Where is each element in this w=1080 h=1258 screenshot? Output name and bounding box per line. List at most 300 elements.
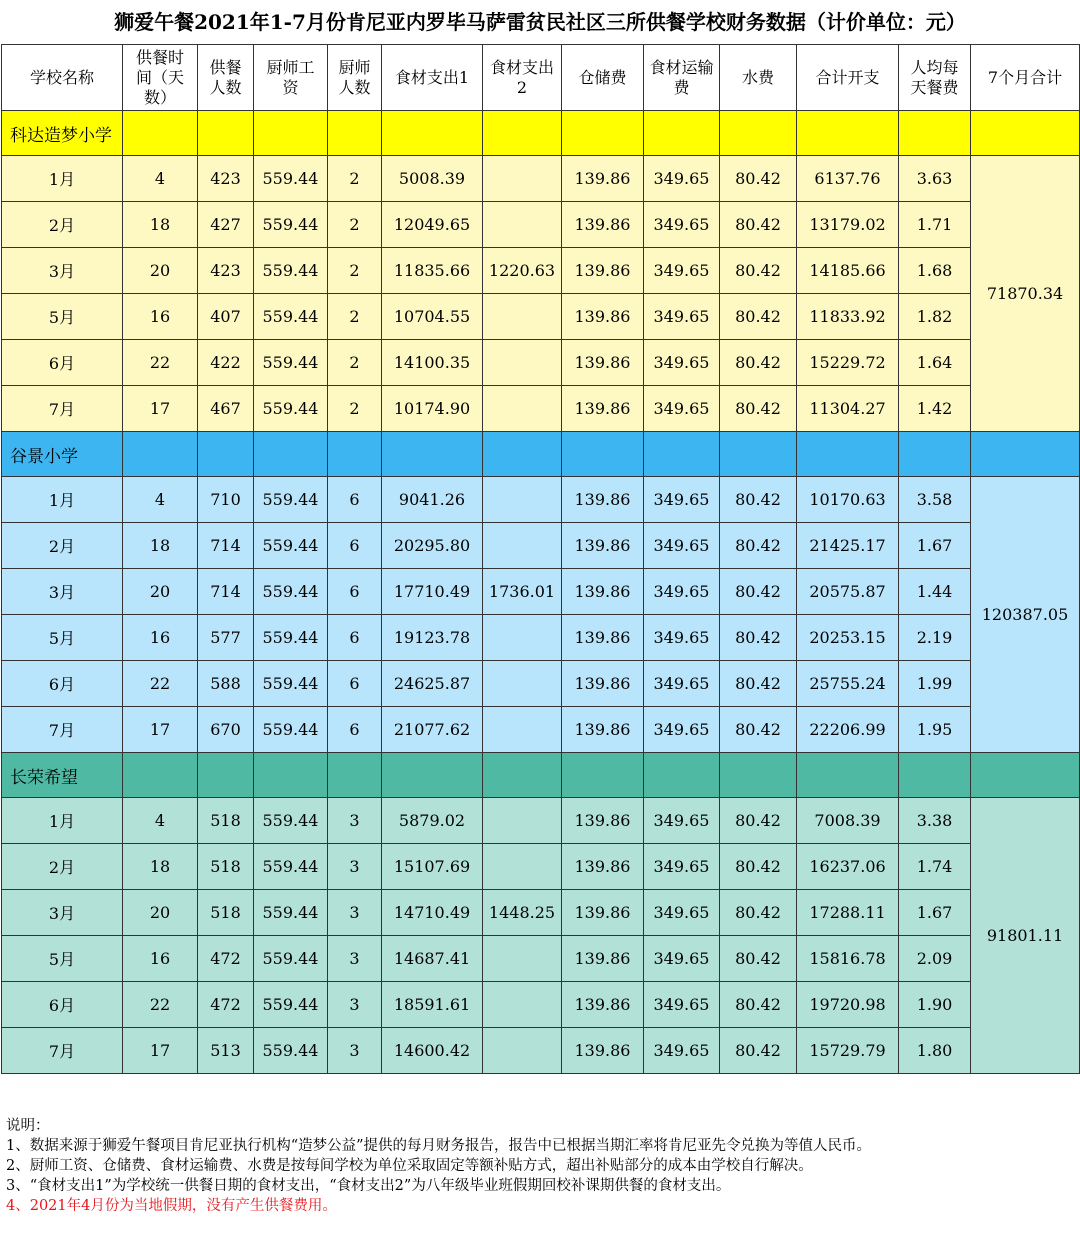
food1-cell: 5879.02 xyxy=(382,798,483,844)
people-cell: 518 xyxy=(198,798,254,844)
water-cell: 80.42 xyxy=(720,615,797,661)
cooks-cell: 2 xyxy=(328,156,382,202)
table-row xyxy=(2,202,1080,248)
cooks-cell: 2 xyxy=(328,294,382,340)
sum-cell: 15816.78 xyxy=(797,936,899,982)
empty-cell xyxy=(720,111,797,156)
sum-cell: 19720.98 xyxy=(797,982,899,1028)
wage-cell: 559.44 xyxy=(254,386,328,432)
col-header-sum: 合计开支 xyxy=(797,45,899,111)
food1-cell: 18591.61 xyxy=(382,982,483,1028)
people-cell: 518 xyxy=(198,890,254,936)
col-header-wage-text: 厨师工资 xyxy=(266,57,315,97)
storage-cell: 139.86 xyxy=(562,477,644,523)
food1-cell: 14710.49 xyxy=(382,890,483,936)
food1-cell: 15107.69 xyxy=(382,844,483,890)
cooks-cell: 3 xyxy=(328,936,382,982)
col-header-water: 水费 xyxy=(720,45,797,111)
sum-cell: 15229.72 xyxy=(797,340,899,386)
food2-cell xyxy=(483,615,562,661)
storage-cell: 139.86 xyxy=(562,890,644,936)
empty-cell xyxy=(720,432,797,477)
water-cell: 80.42 xyxy=(720,661,797,707)
table-row xyxy=(2,477,1080,523)
wage-cell: 559.44 xyxy=(254,1028,328,1074)
people-cell: 472 xyxy=(198,936,254,982)
water-cell: 80.42 xyxy=(720,156,797,202)
water-cell: 80.42 xyxy=(720,844,797,890)
days-cell: 20 xyxy=(123,248,198,294)
sum-cell: 11833.92 xyxy=(797,294,899,340)
transport-cell: 349.65 xyxy=(644,844,720,890)
seven-month-total: 71870.34 xyxy=(971,156,1080,432)
table-row xyxy=(2,340,1080,386)
empty-cell xyxy=(382,111,483,156)
empty-cell xyxy=(971,753,1080,798)
empty-cell xyxy=(254,111,328,156)
empty-cell xyxy=(328,111,382,156)
water-cell: 80.42 xyxy=(720,936,797,982)
water-cell: 80.42 xyxy=(720,248,797,294)
people-cell: 714 xyxy=(198,523,254,569)
col-header-days-text: 供餐时间（天数） xyxy=(136,47,185,107)
wage-cell: 559.44 xyxy=(254,615,328,661)
wage-cell: 559.44 xyxy=(254,523,328,569)
days-cell: 22 xyxy=(123,661,198,707)
days-cell: 22 xyxy=(123,340,198,386)
days-cell: 18 xyxy=(123,202,198,248)
days-cell: 16 xyxy=(123,294,198,340)
days-cell: 18 xyxy=(123,523,198,569)
food2-cell: 1736.01 xyxy=(483,569,562,615)
food2-cell xyxy=(483,386,562,432)
days-cell: 4 xyxy=(123,156,198,202)
col-header-avg-text: 人均每天餐费 xyxy=(910,57,959,97)
wage-cell: 559.44 xyxy=(254,202,328,248)
col-header-transport-text: 食材运输费 xyxy=(649,57,714,97)
food2-cell xyxy=(483,707,562,753)
people-cell: 513 xyxy=(198,1028,254,1074)
storage-cell: 139.86 xyxy=(562,340,644,386)
food1-cell: 12049.65 xyxy=(382,202,483,248)
note-item-holiday: 4、2021年4月份为当地假期，没有产生供餐费用。 xyxy=(6,1198,337,1214)
food2-cell xyxy=(483,294,562,340)
wage-cell: 559.44 xyxy=(254,661,328,707)
table-row xyxy=(2,1028,1080,1074)
food1-cell: 9041.26 xyxy=(382,477,483,523)
people-cell: 710 xyxy=(198,477,254,523)
empty-cell xyxy=(123,432,198,477)
table-row xyxy=(2,798,1080,844)
wage-cell: 559.44 xyxy=(254,340,328,386)
school-name: 科达造梦小学 xyxy=(2,111,123,156)
sum-cell: 16237.06 xyxy=(797,844,899,890)
school-name: 长荣希望 xyxy=(2,753,123,798)
days-cell: 22 xyxy=(123,982,198,1028)
people-cell: 407 xyxy=(198,294,254,340)
col-header-transport xyxy=(644,45,720,111)
water-cell: 80.42 xyxy=(720,569,797,615)
sum-cell: 13179.02 xyxy=(797,202,899,248)
col-header-storage: 仓储费 xyxy=(562,45,644,111)
transport-cell: 349.65 xyxy=(644,707,720,753)
cooks-cell: 3 xyxy=(328,982,382,1028)
cooks-cell: 6 xyxy=(328,477,382,523)
wage-cell: 559.44 xyxy=(254,156,328,202)
empty-cell xyxy=(483,111,562,156)
storage-cell: 139.86 xyxy=(562,707,644,753)
month-cell: 1月 xyxy=(2,156,123,202)
storage-cell: 139.86 xyxy=(562,798,644,844)
empty-cell xyxy=(123,753,198,798)
avg-cell: 3.38 xyxy=(899,798,971,844)
empty-cell xyxy=(123,111,198,156)
food1-cell: 24625.87 xyxy=(382,661,483,707)
empty-cell xyxy=(483,432,562,477)
cooks-cell: 6 xyxy=(328,523,382,569)
cooks-cell: 6 xyxy=(328,661,382,707)
month-cell: 2月 xyxy=(2,844,123,890)
empty-cell xyxy=(797,432,899,477)
days-cell: 20 xyxy=(123,890,198,936)
food2-cell: 1448.25 xyxy=(483,890,562,936)
avg-cell: 1.67 xyxy=(899,890,971,936)
empty-cell xyxy=(644,753,720,798)
food1-cell: 17710.49 xyxy=(382,569,483,615)
days-cell: 18 xyxy=(123,844,198,890)
food1-cell: 10704.55 xyxy=(382,294,483,340)
sum-cell: 6137.76 xyxy=(797,156,899,202)
transport-cell: 349.65 xyxy=(644,936,720,982)
food1-cell: 19123.78 xyxy=(382,615,483,661)
empty-cell xyxy=(254,753,328,798)
storage-cell: 139.86 xyxy=(562,982,644,1028)
water-cell: 80.42 xyxy=(720,982,797,1028)
month-cell: 3月 xyxy=(2,890,123,936)
col-header-school: 学校名称 xyxy=(2,45,123,111)
empty-cell xyxy=(644,432,720,477)
col-header-days xyxy=(123,45,198,111)
month-cell: 6月 xyxy=(2,982,123,1028)
storage-cell: 139.86 xyxy=(562,202,644,248)
cooks-cell: 6 xyxy=(328,569,382,615)
avg-cell: 1.82 xyxy=(899,294,971,340)
transport-cell: 349.65 xyxy=(644,982,720,1028)
col-header-food1: 食材支出1 xyxy=(382,45,483,111)
cooks-cell: 2 xyxy=(328,386,382,432)
people-cell: 577 xyxy=(198,615,254,661)
avg-cell: 1.67 xyxy=(899,523,971,569)
cooks-cell: 3 xyxy=(328,798,382,844)
school-section-row xyxy=(2,111,1080,156)
days-cell: 20 xyxy=(123,569,198,615)
sum-cell: 14185.66 xyxy=(797,248,899,294)
month-cell: 7月 xyxy=(2,707,123,753)
avg-cell: 1.44 xyxy=(899,569,971,615)
col-header-food2-text: 食材支出2 xyxy=(489,57,554,97)
empty-cell xyxy=(198,432,254,477)
table-row xyxy=(2,615,1080,661)
sum-cell: 15729.79 xyxy=(797,1028,899,1074)
month-cell: 2月 xyxy=(2,523,123,569)
people-cell: 518 xyxy=(198,844,254,890)
water-cell: 80.42 xyxy=(720,523,797,569)
days-cell: 16 xyxy=(123,936,198,982)
sum-cell: 11304.27 xyxy=(797,386,899,432)
food2-cell xyxy=(483,523,562,569)
col-header-total: 7个月合计 xyxy=(971,45,1080,111)
people-cell: 472 xyxy=(198,982,254,1028)
people-cell: 422 xyxy=(198,340,254,386)
avg-cell: 1.80 xyxy=(899,1028,971,1074)
empty-cell xyxy=(328,753,382,798)
col-header-avg xyxy=(899,45,971,111)
transport-cell: 349.65 xyxy=(644,661,720,707)
food2-cell xyxy=(483,156,562,202)
school-section-row xyxy=(2,432,1080,477)
food1-cell: 14100.35 xyxy=(382,340,483,386)
col-header-cooks-text: 厨师人数 xyxy=(338,57,371,97)
sum-cell: 21425.17 xyxy=(797,523,899,569)
transport-cell: 349.65 xyxy=(644,569,720,615)
sum-cell: 22206.99 xyxy=(797,707,899,753)
school-name: 谷景小学 xyxy=(2,432,123,477)
sum-cell: 17288.11 xyxy=(797,890,899,936)
empty-cell xyxy=(797,753,899,798)
food2-cell xyxy=(483,798,562,844)
sum-cell: 25755.24 xyxy=(797,661,899,707)
food1-cell: 5008.39 xyxy=(382,156,483,202)
people-cell: 423 xyxy=(198,248,254,294)
water-cell: 80.42 xyxy=(720,386,797,432)
avg-cell: 2.19 xyxy=(899,615,971,661)
water-cell: 80.42 xyxy=(720,798,797,844)
people-cell: 467 xyxy=(198,386,254,432)
food2-cell xyxy=(483,936,562,982)
sum-cell: 20575.87 xyxy=(797,569,899,615)
col-header-wage xyxy=(254,45,328,111)
people-cell: 427 xyxy=(198,202,254,248)
water-cell: 80.42 xyxy=(720,294,797,340)
empty-cell xyxy=(899,753,971,798)
table-row xyxy=(2,707,1080,753)
sum-cell: 7008.39 xyxy=(797,798,899,844)
food1-cell: 10174.90 xyxy=(382,386,483,432)
empty-cell xyxy=(382,753,483,798)
avg-cell: 1.95 xyxy=(899,707,971,753)
col-header-people-text: 供餐人数 xyxy=(209,57,242,97)
empty-cell xyxy=(254,432,328,477)
food2-cell xyxy=(483,202,562,248)
month-cell: 5月 xyxy=(2,294,123,340)
food2-cell xyxy=(483,340,562,386)
water-cell: 80.42 xyxy=(720,707,797,753)
month-cell: 3月 xyxy=(2,569,123,615)
wage-cell: 559.44 xyxy=(254,294,328,340)
avg-cell: 1.64 xyxy=(899,340,971,386)
note-item: 1、数据来源于狮爱午餐项目肯尼亚执行机构“造梦公益”提供的每月财务报告，报告中已根据当期汇率将肯尼亚先令兑换为等值人民币。 xyxy=(6,1138,872,1154)
food2-cell xyxy=(483,844,562,890)
wage-cell: 559.44 xyxy=(254,890,328,936)
month-cell: 1月 xyxy=(2,798,123,844)
days-cell: 17 xyxy=(123,386,198,432)
empty-cell xyxy=(562,111,644,156)
cooks-cell: 2 xyxy=(328,202,382,248)
food2-cell xyxy=(483,477,562,523)
header-row xyxy=(2,45,1080,111)
month-cell: 5月 xyxy=(2,936,123,982)
avg-cell: 1.42 xyxy=(899,386,971,432)
finance-table xyxy=(1,44,1080,1074)
transport-cell: 349.65 xyxy=(644,386,720,432)
storage-cell: 139.86 xyxy=(562,248,644,294)
table-row xyxy=(2,982,1080,1028)
transport-cell: 349.65 xyxy=(644,202,720,248)
empty-cell xyxy=(797,111,899,156)
water-cell: 80.42 xyxy=(720,1028,797,1074)
avg-cell: 3.63 xyxy=(899,156,971,202)
sum-cell: 10170.63 xyxy=(797,477,899,523)
empty-cell xyxy=(382,432,483,477)
empty-cell xyxy=(198,111,254,156)
days-cell: 4 xyxy=(123,798,198,844)
table-body xyxy=(2,111,1080,1074)
wage-cell: 559.44 xyxy=(254,798,328,844)
seven-month-total: 91801.11 xyxy=(971,798,1080,1074)
transport-cell: 349.65 xyxy=(644,523,720,569)
table-row xyxy=(2,156,1080,202)
note-item: 3、“食材支出1”为学校统一供餐日期的食材支出，“食材支出2”为八年级毕业班假期回校补课期供餐的食材支出。 xyxy=(6,1178,731,1194)
avg-cell: 1.68 xyxy=(899,248,971,294)
people-cell: 588 xyxy=(198,661,254,707)
cooks-cell: 3 xyxy=(328,890,382,936)
month-cell: 1月 xyxy=(2,477,123,523)
note-item: 2、厨师工资、仓储费、食材运输费、水费是按每间学校为单位采取固定等额补贴方式，超出补贴部分的成本由学校自行解决。 xyxy=(6,1158,813,1174)
transport-cell: 349.65 xyxy=(644,1028,720,1074)
storage-cell: 139.86 xyxy=(562,661,644,707)
cooks-cell: 6 xyxy=(328,615,382,661)
cooks-cell: 2 xyxy=(328,248,382,294)
col-header-people xyxy=(198,45,254,111)
wage-cell: 559.44 xyxy=(254,707,328,753)
food1-cell: 14600.42 xyxy=(382,1028,483,1074)
school-section-row xyxy=(2,753,1080,798)
empty-cell xyxy=(198,753,254,798)
storage-cell: 139.86 xyxy=(562,936,644,982)
transport-cell: 349.65 xyxy=(644,294,720,340)
storage-cell: 139.86 xyxy=(562,156,644,202)
month-cell: 2月 xyxy=(2,202,123,248)
people-cell: 670 xyxy=(198,707,254,753)
col-header-food2 xyxy=(483,45,562,111)
avg-cell: 3.58 xyxy=(899,477,971,523)
table-row xyxy=(2,294,1080,340)
storage-cell: 139.86 xyxy=(562,844,644,890)
food1-cell: 14687.41 xyxy=(382,936,483,982)
avg-cell: 1.90 xyxy=(899,982,971,1028)
transport-cell: 349.65 xyxy=(644,477,720,523)
table-row xyxy=(2,890,1080,936)
avg-cell: 1.71 xyxy=(899,202,971,248)
cooks-cell: 2 xyxy=(328,340,382,386)
table-row xyxy=(2,523,1080,569)
table-row xyxy=(2,569,1080,615)
wage-cell: 559.44 xyxy=(254,477,328,523)
food1-cell: 11835.66 xyxy=(382,248,483,294)
notes-label: 说明： xyxy=(6,1118,50,1134)
table-row xyxy=(2,248,1080,294)
table-row xyxy=(2,661,1080,707)
month-cell: 3月 xyxy=(2,248,123,294)
water-cell: 80.42 xyxy=(720,477,797,523)
sum-cell: 20253.15 xyxy=(797,615,899,661)
storage-cell: 139.86 xyxy=(562,569,644,615)
days-cell: 4 xyxy=(123,477,198,523)
empty-cell xyxy=(562,753,644,798)
wage-cell: 559.44 xyxy=(254,569,328,615)
empty-cell xyxy=(562,432,644,477)
food1-cell: 20295.80 xyxy=(382,523,483,569)
transport-cell: 349.65 xyxy=(644,340,720,386)
food2-cell: 1220.63 xyxy=(483,248,562,294)
cooks-cell: 3 xyxy=(328,1028,382,1074)
wage-cell: 559.44 xyxy=(254,844,328,890)
page-title: 狮爱午餐2021年1-7月份肯尼亚内罗毕马萨雷贫民社区三所供餐学校财务数据（计价单位：元） xyxy=(114,10,966,34)
water-cell: 80.42 xyxy=(720,890,797,936)
table-row xyxy=(2,386,1080,432)
empty-cell xyxy=(971,111,1080,156)
empty-cell xyxy=(483,753,562,798)
storage-cell: 139.86 xyxy=(562,294,644,340)
food2-cell xyxy=(483,1028,562,1074)
notes xyxy=(6,1116,1076,1216)
avg-cell: 1.99 xyxy=(899,661,971,707)
seven-month-total: 120387.05 xyxy=(971,477,1080,753)
empty-cell xyxy=(971,432,1080,477)
table-row xyxy=(2,936,1080,982)
month-cell: 7月 xyxy=(2,386,123,432)
storage-cell: 139.86 xyxy=(562,615,644,661)
transport-cell: 349.65 xyxy=(644,798,720,844)
days-cell: 16 xyxy=(123,615,198,661)
storage-cell: 139.86 xyxy=(562,386,644,432)
month-cell: 6月 xyxy=(2,661,123,707)
food2-cell xyxy=(483,661,562,707)
days-cell: 17 xyxy=(123,1028,198,1074)
people-cell: 714 xyxy=(198,569,254,615)
transport-cell: 349.65 xyxy=(644,248,720,294)
transport-cell: 349.65 xyxy=(644,156,720,202)
wage-cell: 559.44 xyxy=(254,982,328,1028)
people-cell: 423 xyxy=(198,156,254,202)
storage-cell: 139.86 xyxy=(562,1028,644,1074)
wage-cell: 559.44 xyxy=(254,248,328,294)
avg-cell: 2.09 xyxy=(899,936,971,982)
transport-cell: 349.65 xyxy=(644,890,720,936)
month-cell: 7月 xyxy=(2,1028,123,1074)
empty-cell xyxy=(720,753,797,798)
cooks-cell: 3 xyxy=(328,844,382,890)
food1-cell: 21077.62 xyxy=(382,707,483,753)
table-row xyxy=(2,844,1080,890)
empty-cell xyxy=(644,111,720,156)
month-cell: 5月 xyxy=(2,615,123,661)
days-cell: 17 xyxy=(123,707,198,753)
water-cell: 80.42 xyxy=(720,340,797,386)
transport-cell: 349.65 xyxy=(644,615,720,661)
food2-cell xyxy=(483,982,562,1028)
storage-cell: 139.86 xyxy=(562,523,644,569)
